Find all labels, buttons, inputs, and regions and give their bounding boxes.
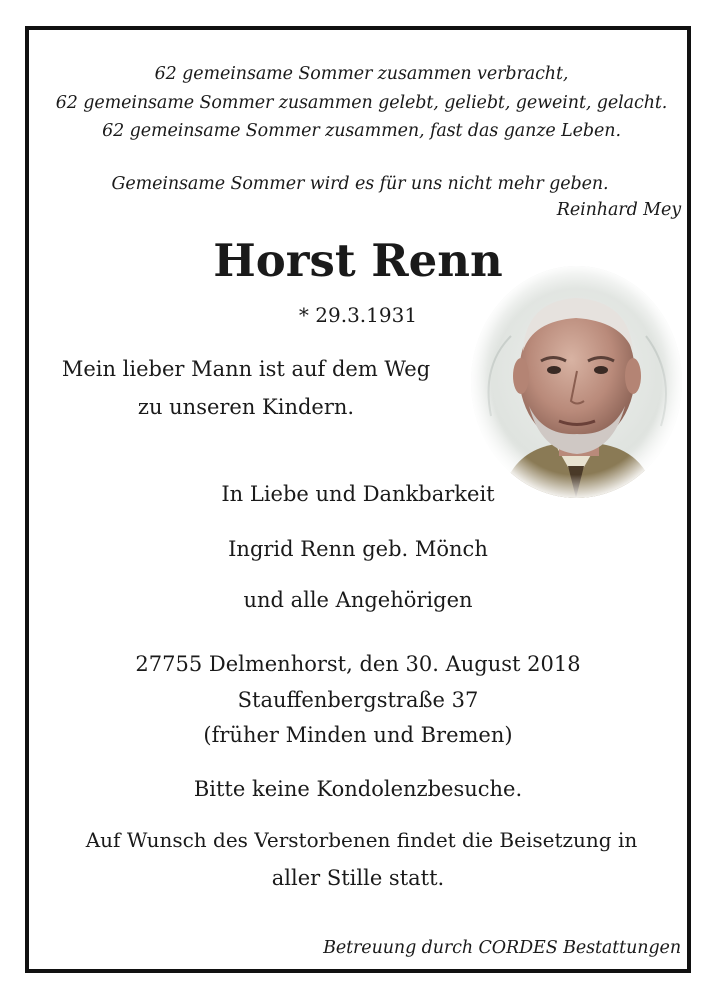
poem-line-2: 62 gemeinsame Sommer zusammen gelebt, geliebt, geweint, gelacht.: [55, 93, 668, 113]
portrait-photo: [471, 266, 682, 498]
portrait-image: [471, 266, 682, 498]
address-line-1: 27755 Delmenhorst, den 30. August 2018: [135, 652, 581, 676]
message-line-1: Mein lieber Mann ist auf dem Weg: [61, 357, 431, 381]
no-condolence-note: Bitte keine Kondolenzbesuche.: [193, 777, 523, 801]
mourners-line-1: In Liebe und Dankbarkeit: [221, 482, 495, 506]
poem-author: Reinhard Mey: [556, 200, 681, 220]
address-line-3: (früher Minden und Bremen): [203, 723, 513, 747]
poem-line-1: 62 gemeinsame Sommer zusammen verbracht,: [154, 64, 569, 84]
mourners-line-3: und alle Angehörigen: [243, 588, 473, 612]
message-line-2: zu unseren Kindern.: [137, 395, 355, 419]
undertaker-credit: Betreuung durch CORDES Bestattungen: [323, 938, 681, 958]
mourners-line-2: Ingrid Renn geb. Mönch: [228, 537, 488, 561]
birth-date: * 29.3.1931: [298, 303, 418, 327]
burial-note-line-1: Auf Wunsch des Verstorbenen findet die Beisetzung in: [85, 828, 638, 852]
poem-line-4: Gemeinsame Sommer wird es für uns nicht mehr geben.: [111, 174, 609, 194]
address-line-2: Stauffenbergstraße 37: [237, 688, 479, 712]
deceased-name: Horst Renn: [213, 234, 503, 287]
poem-line-3: 62 gemeinsame Sommer zusammen, fast das ganze Leben.: [102, 121, 621, 141]
burial-note-line-2: aller Stille statt.: [271, 866, 445, 890]
